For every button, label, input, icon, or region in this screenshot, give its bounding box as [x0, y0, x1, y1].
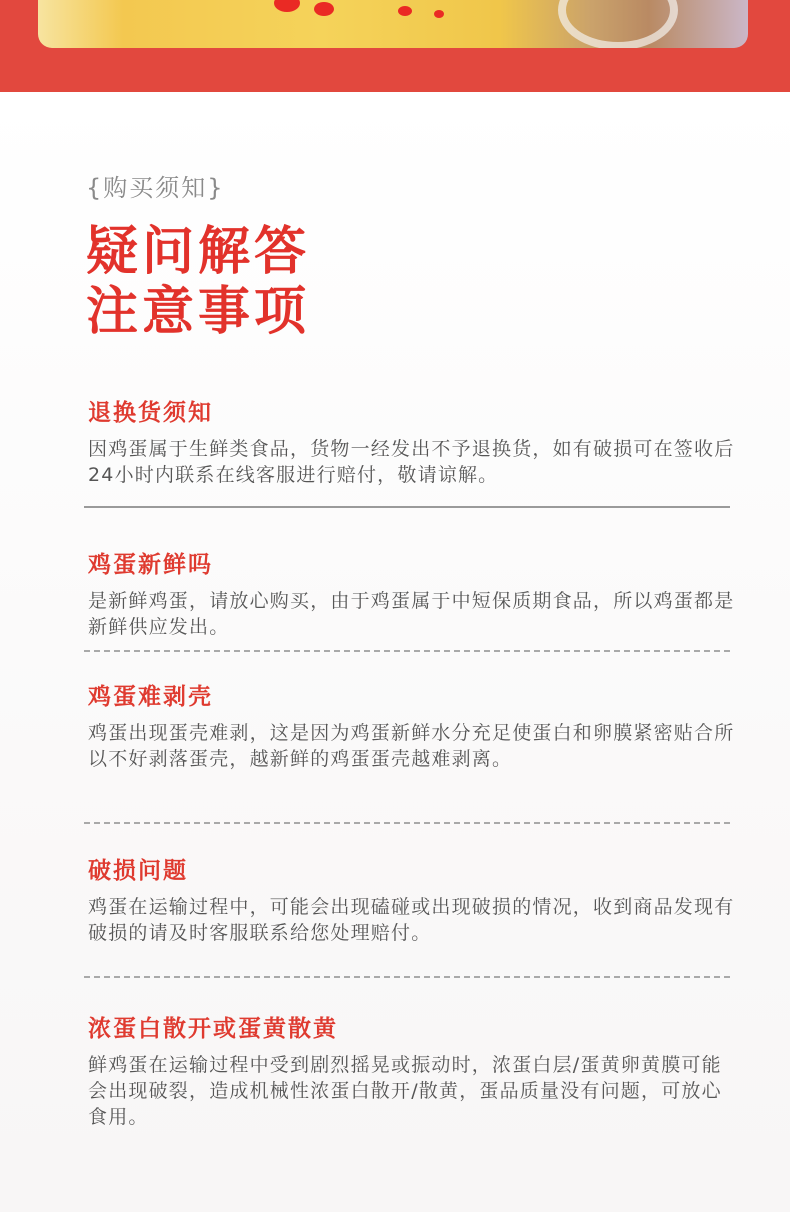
faq-item-yolk — [88, 1014, 738, 1130]
omelette-photo — [38, 0, 748, 48]
faq-question: 退换货须知 — [88, 400, 213, 426]
faq-question: 浓蛋白散开或蛋黄散黄 — [88, 1016, 338, 1042]
faq-answer: 鸡蛋出现蛋壳难剥，这是因为鸡蛋新鲜水分充足使蛋白和卵膜紧密贴合所以不好剥落蛋壳，越新鲜的鸡蛋蛋壳越难剥离。 — [88, 722, 735, 770]
divider — [84, 822, 730, 824]
faq-question: 鸡蛋难剥壳 — [88, 684, 213, 710]
faq-item-peeling — [88, 682, 738, 772]
faq-answer: 因鸡蛋属于生鲜类食品，货物一经发出不予退换货，如有破损可在签收后24小时内联系在线客服进行赔付，敬请谅解。 — [88, 438, 735, 486]
divider — [84, 976, 730, 978]
section-tag: {购买须知} — [86, 174, 225, 202]
faq-item-damage — [88, 856, 738, 946]
faq-item-returns — [88, 398, 738, 488]
faq-answer: 是新鲜鸡蛋，请放心购买，由于鸡蛋属于中短保质期食品，所以鸡蛋都是新鲜供应发出。 — [88, 590, 735, 638]
faq-question: 鸡蛋新鲜吗 — [88, 552, 213, 578]
faq-answer: 鲜鸡蛋在运输过程中受到剧烈摇晃或振动时，浓蛋白层/蛋黄卵黄膜可能会出现破裂，造成机械性浓蛋白散开/散黄，蛋品质量没有问题，可放心食用。 — [88, 1054, 722, 1128]
faq-question: 破损问题 — [88, 858, 188, 884]
faq-item-freshness — [88, 550, 738, 640]
top-red-band — [0, 0, 790, 92]
divider — [84, 506, 730, 508]
divider — [84, 650, 730, 652]
faq-answer: 鸡蛋在运输过程中，可能会出现磕碰或出现破损的情况，收到商品发现有破损的请及时客服联系给您处理赔付。 — [88, 896, 735, 944]
headline-faq: 疑问解答 — [86, 222, 311, 282]
headline-notes: 注意事项 — [86, 282, 311, 342]
